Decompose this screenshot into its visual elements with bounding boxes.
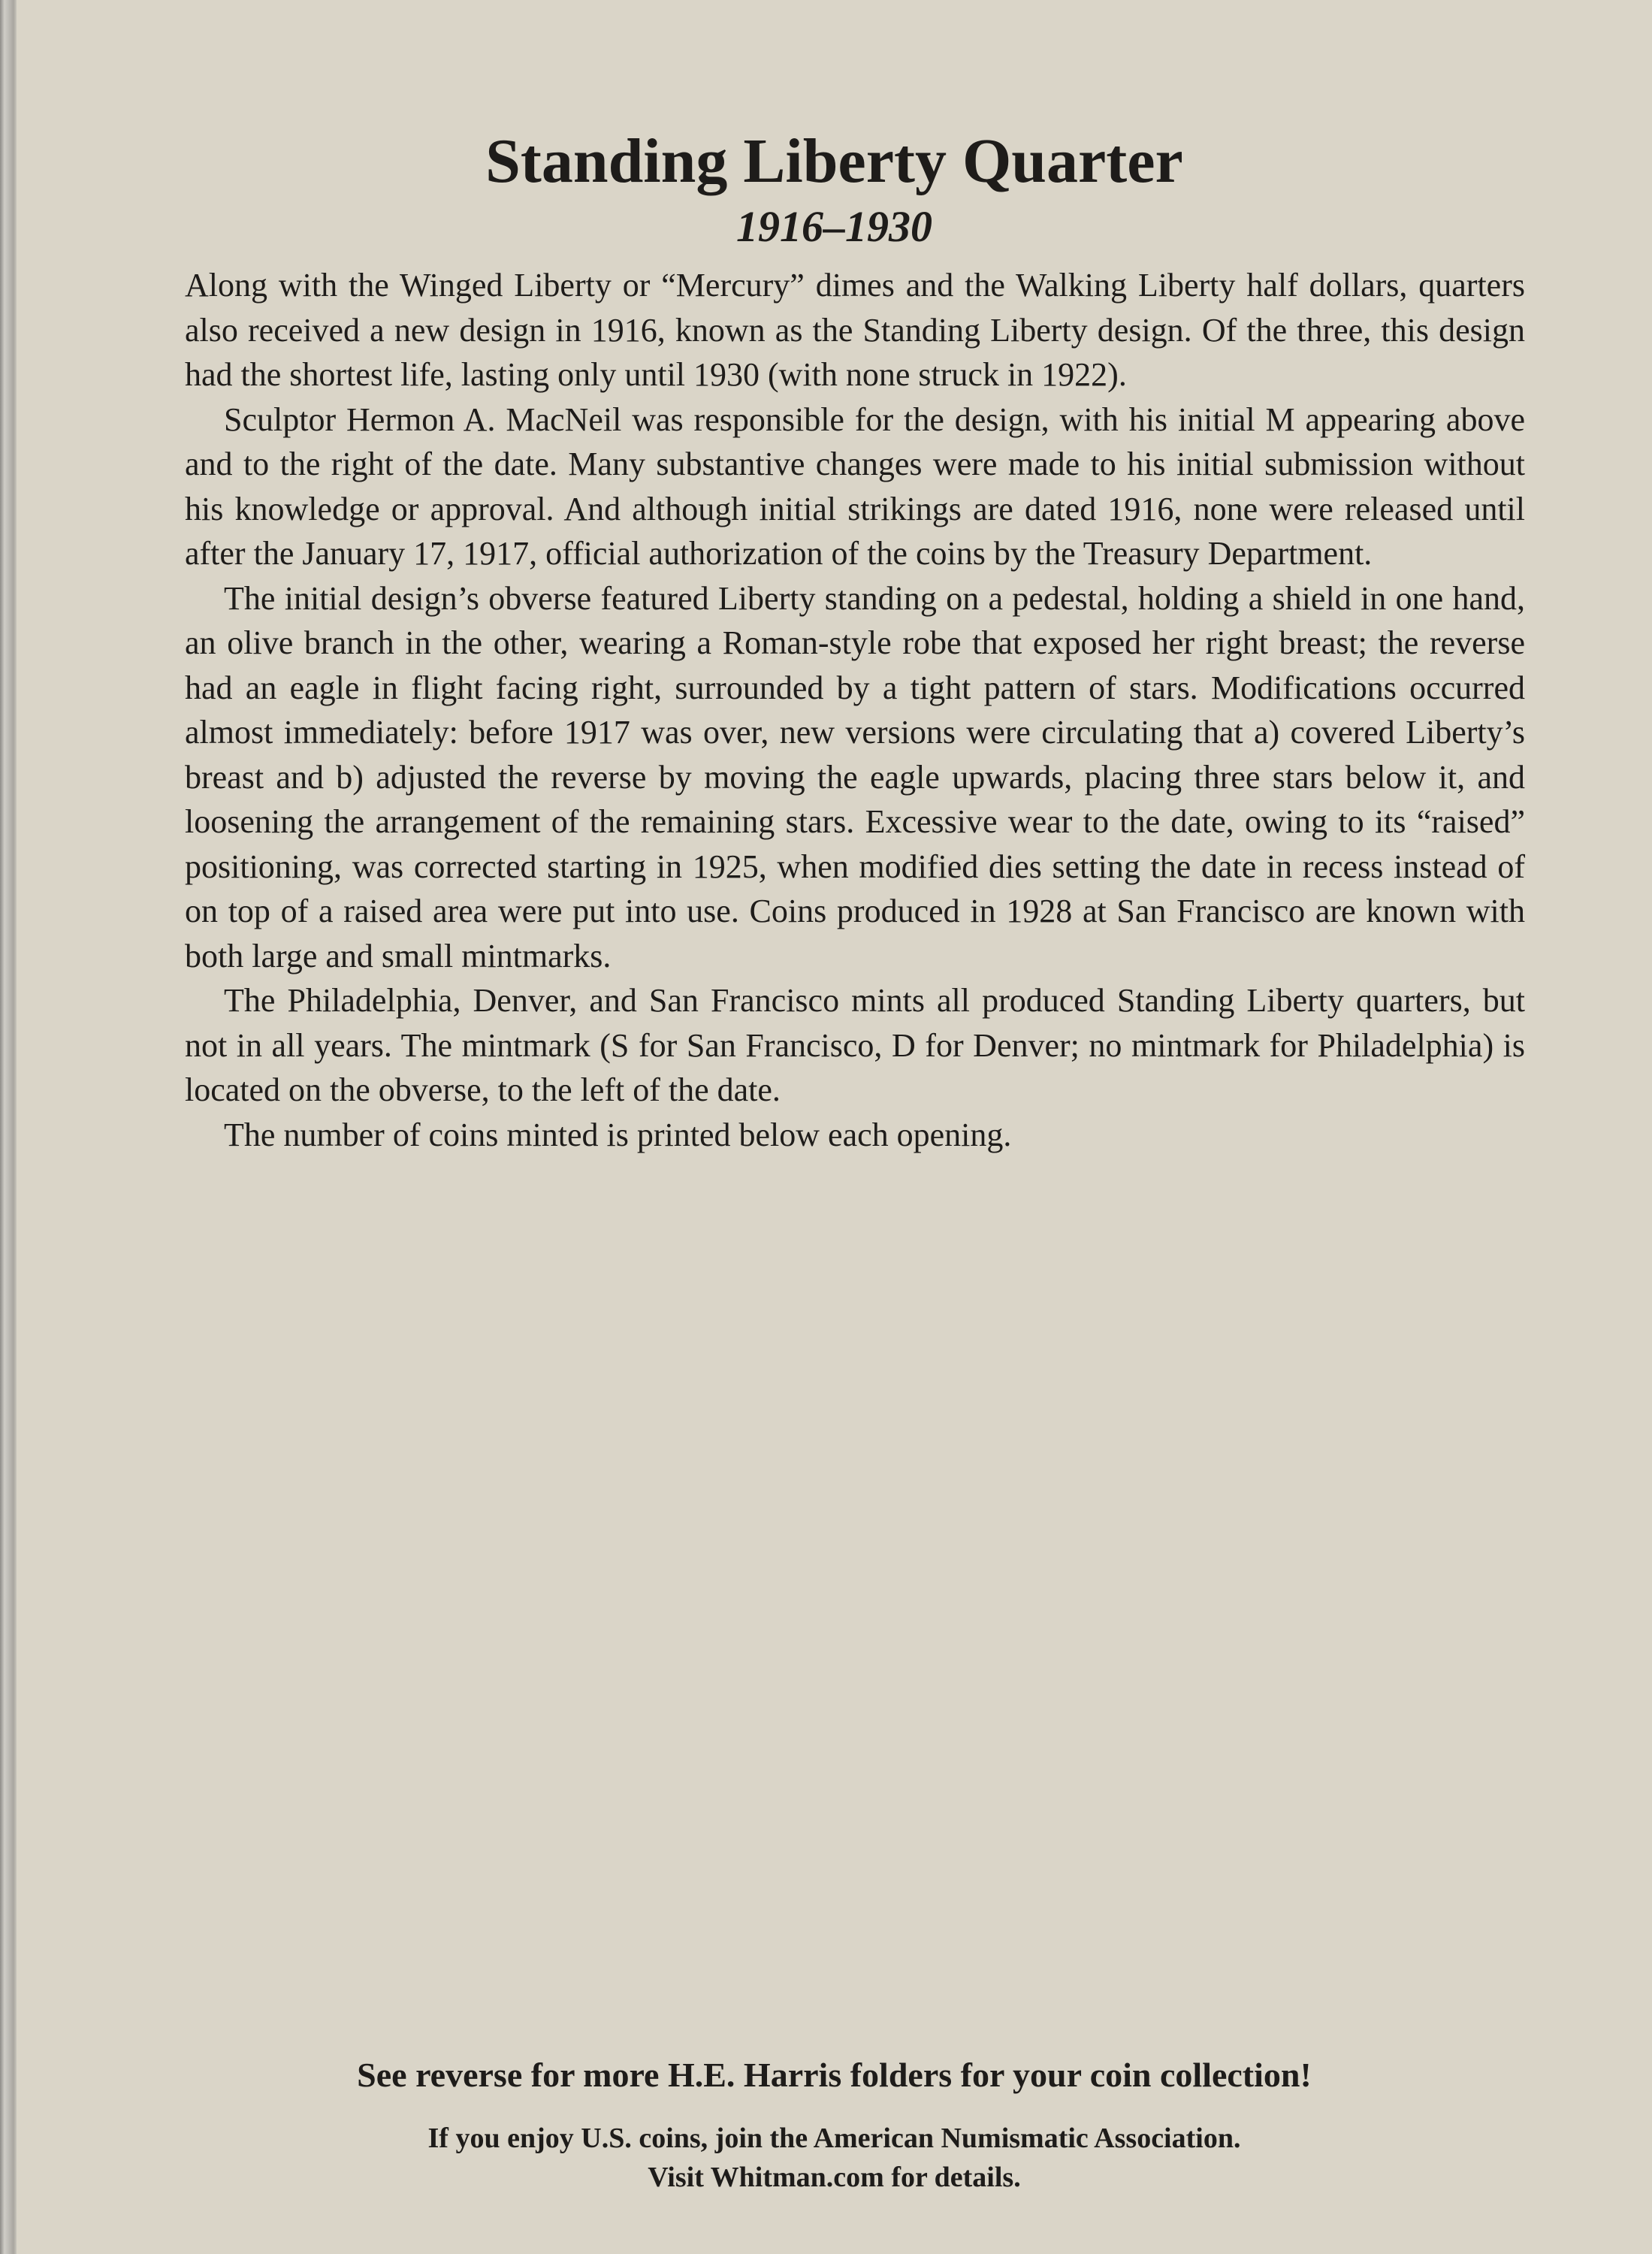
paragraph-mints: The Philadelphia, Denver, and San Francisco mints all produced Standing Liberty quarters, but not in all years. The mintmark (S for San Francisco, D for Denver; no mintmark for Philadelphia) is located on the obverse, to the left of the date. xyxy=(185,982,1525,1108)
footer-promo: See reverse for more H.E. Harris folders for your coin collection! xyxy=(357,2056,1312,2094)
binding-edge xyxy=(0,0,17,2254)
page-title: Standing Liberty Quarter xyxy=(485,126,1183,196)
footer-ana-line: If you enjoy U.S. coins, join the American Numismatic Association. xyxy=(427,2123,1241,2154)
paragraph-intro: Along with the Winged Liberty or “Mercury” dimes and the Walking Liberty half dollars, quarters also received a new design in 1916, known as the Standing Liberty design. Of the three, this design had the shortest life, lasting only until 1930 (with none struck in 1922). xyxy=(185,267,1525,393)
folder-page xyxy=(17,0,1652,2254)
footer-visit-line: Visit Whitman.com for details. xyxy=(648,2162,1021,2193)
date-range-subtitle: 1916–1930 xyxy=(736,202,932,251)
paragraph-sculptor: Sculptor Hermon A. MacNeil was responsible for the design, with his initial M appearing above and to the right of the date. Many substantive changes were made to his initial submission without his knowledge or approval. And although initial strikings are dated 1916, none were released until after the January 17, 1917, official authorization of the coins by the Treasury Department. xyxy=(185,400,1525,572)
article-body xyxy=(185,263,1525,1157)
footer-info xyxy=(17,2119,1652,2197)
paragraph-mintage-note: The number of coins minted is printed below each opening. xyxy=(224,1116,1012,1153)
paragraph-design: The initial design’s obverse featured Liberty standing on a pedestal, holding a shield in one hand, an olive branch in the other, wearing a Roman-style robe that exposed her right breast; the reverse had an eagle in flight facing right, surrounded by a tight pattern of stars. Modifications occurred almost immediately: before 1917 was over, new versions were circulating that a) covered Liberty’s breast and b) adjusted the reverse by moving the eagle upwards, placing three stars below it, and loosening the arrangement of the remaining stars. Excessive wear to the date, owing to its “raised” positioning, was corrected starting in 1925, when modified dies setting the date in recess instead of on top of a raised area were put into use. Coins produced in 1928 at San Francisco are known with both large and small mintmarks. xyxy=(185,579,1525,974)
